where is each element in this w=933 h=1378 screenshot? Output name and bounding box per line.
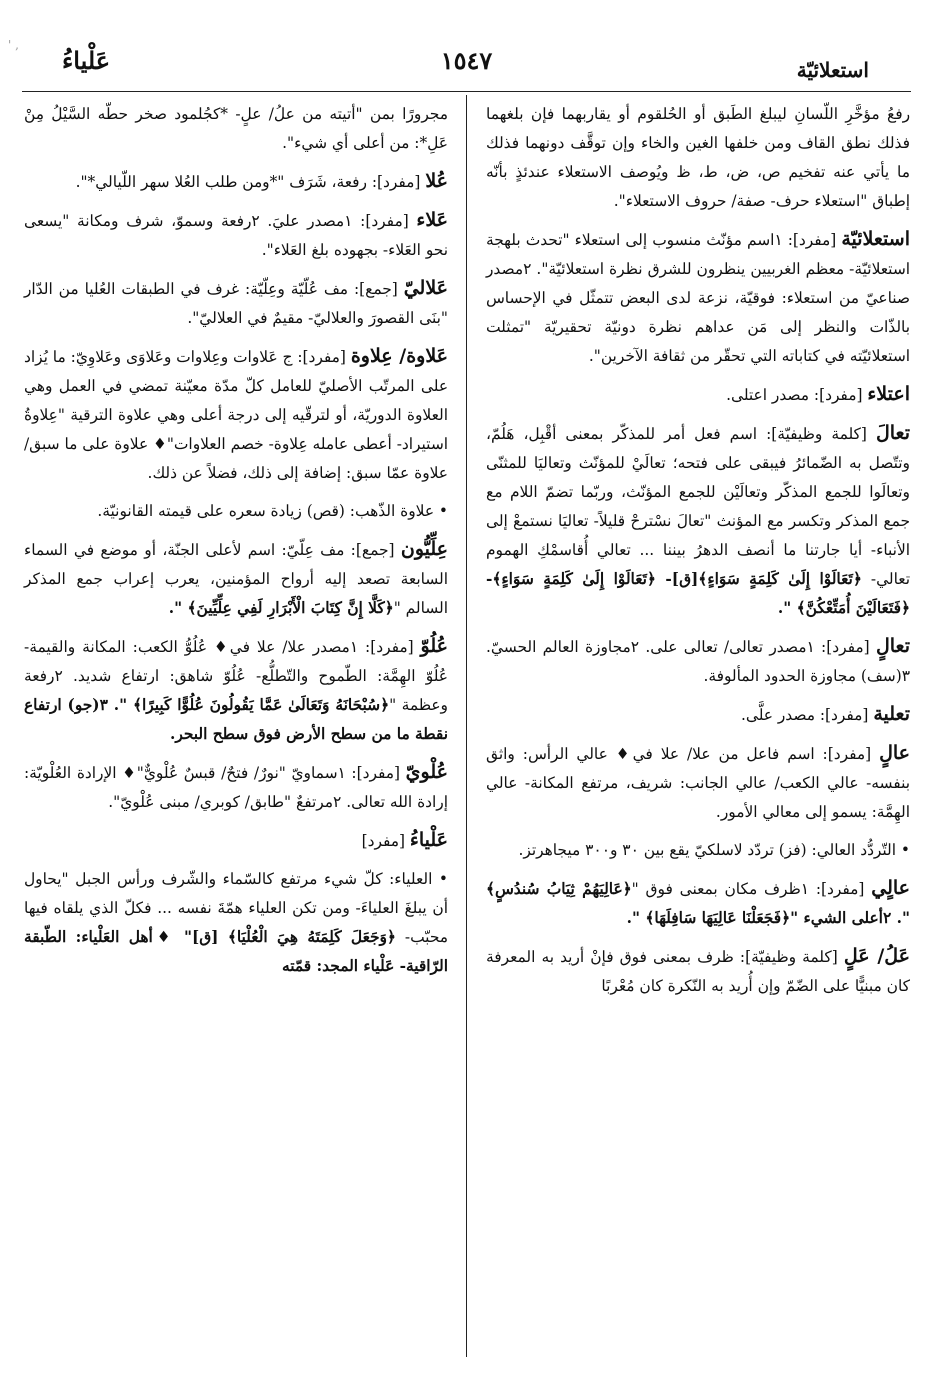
entry-headword: عَلاوة/ عِلاوة — [350, 345, 448, 367]
entry-definition: [مفرد]: ١سماويّ "نورٌ/ فتحٌ/ قبسٌ عُلْويٌّ"♦ الإرادة العُلْويّة: إرادة الله تعالى. ٢مرتفعٌ "طابق/ كوبري/ مبنى عُلْويّ". — [24, 764, 448, 811]
dictionary-entry — [24, 342, 448, 488]
entry-definition: • العلياء: كلّ شيء مرتفع كالسّماء والشّرف ورأس الجبل "يحاول أن يبلغَ العلياءَ- ومن تكن العلياء همّةَ نفسه ... فكلّ الذي يلقاه فيها محبّب- — [24, 870, 448, 946]
entry-headword: عَلْياءُ — [409, 829, 448, 851]
dictionary-entry — [24, 497, 448, 526]
dictionary-entry — [486, 836, 910, 865]
entry-definition: مجرورًا بمن "أتيته من علُ/ علٍ- *كجُلمود صخر حطّه السَّيْلُ مِنْ عَلِ*: من أعلى أي شيء". — [24, 105, 448, 152]
page-number: ١٥٤٧ — [440, 46, 493, 75]
entry-headword: عَلاليّ — [403, 277, 448, 299]
dictionary-entry — [24, 535, 448, 623]
entry-definition: • علاوة الذّهب: (قص) زيادة سعره على قيمته القانونيّة. — [97, 502, 448, 520]
entry-definition: [مفرد]: ١مصدر تعالى/ تعالى على. ٢مجاوزة العالم الحسيّ. ٣(سف) مجاوزة الحدود المألوفة. — [486, 638, 910, 685]
entry-definition: [مفرد]: ١ظرف مكان بمعنى فوق " — [631, 880, 872, 898]
entry-definition: [جمع]: مف عِلّيّ: اسم لأعلى الجنّة، أو موضع في السماء السابعة تصعد إليه أرواح المؤمنين، يعرب إعراب جمع المذكر السالم " — [24, 541, 448, 617]
entry-headword: عالٍي — [871, 877, 910, 899]
entry-definition: • التّردُّد العالي: (فز) تردّد لاسلكيّ يقع بين ٣٠ و٣٠٠ ميجاهرتز. — [518, 841, 910, 859]
quran-quote: ﴿سُبْحَانَهُ وَتَعَالَىٰ عَمَّا يَقُولُونَ عُلُوًّا كَبِيرًا﴾ ". ٣(جو) ارتفاع نقطة ما من سطح الأرض فوق سطح البحر. — [24, 696, 448, 743]
entry-definition: [مفرد]: ١اسم مؤنّث منسوب إلى استعلاء "تحدث بلهجة استعلائيّة- معظم الغربيين ينظرون للشرق نظرة استعلائيّة". ٢مصدر صناعيّ من استعلاء: فوقيّة، نزعة لدى البعض تتمثّل في الإحساس بالذّات والنظر إلى مَن عداهم نظرة دونيّة تحقيريّة "تمثلت استعلائيّته في كتاباته التي تحقّر من ثقافة الآخرين". — [486, 231, 910, 365]
dictionary-entry — [24, 758, 448, 817]
entry-headword: عالٍ — [879, 742, 910, 764]
entry-headword: عُلا — [425, 170, 448, 192]
dictionary-entry — [486, 419, 910, 623]
dictionary-entry — [24, 632, 448, 749]
entry-definition: رفعُ مؤخَّرِ اللّسانِ ليبلغ الطَبق أو الحُلقوم أو يقاربهما فإن بلغهما فذلك نطق القاف ومن خلفها الغين والخاء وإن توقَّف دونهما فذلك ما يأتي عنه تفخيم ص، ض، ط، ظ ويُوصف الاستعلاء عندئذٍ بأنّه إطباق "استعلاء حرف- صفة/ حروف الاستعلاء". — [486, 105, 910, 210]
entry-headword: تعالٍ — [875, 635, 910, 657]
column-divider — [466, 95, 467, 1357]
page-header — [40, 40, 893, 90]
dictionary-entry — [486, 100, 910, 216]
dictionary-entry — [24, 100, 448, 158]
entry-headword: عَلاء — [416, 209, 448, 231]
entry-definition: [مفرد]: رفعة، شَرَف "*ومن طلب العُلا سهر اللّيالي*". — [75, 173, 426, 191]
entry-definition: [مفرد]: ١مصدر علا/ علا في♦ عُلُوُّ الكعب: المكانة والقيمة- عُلُوّ الهِمَّة: الطّموح والتّطلُّع- عُلُوّ شاهق: ارتفاع شديد. ٢رفعة وعظمة " — [24, 638, 448, 714]
entry-headword: اعتلاء — [867, 383, 910, 405]
entry-definition: [كلمة وظيفيّة]: اسم فعل أمر للمذكّر بمعنى أقْبِل، هَلُمّ، وتتّصل به الضّمائرُ فيبقى على فتحه؛ تعالَيْ للمؤنّث وتعاليَا للمثنّى وتعالَوا للجمع المذكّر وتعالَيْن للجمع المؤنّث، وربّما تضمّ اللام مع جمع المذكر وتكسر مع المؤنث "تعالَ نسْترحْ قليلاً- تعاليَا نستمعْ إلى الأنباء- أيا جارتنا ما أنصف الدهرُ بيننا ... تعالي أُقاسمْكِ الهموم تعالي- — [486, 425, 910, 588]
entry-definition: [كلمة وظيفيّة]: ظرف بمعنى فوق فإنْ أريد به المعرفة كان مبنيًّا على الضّمّ وإن أُريد به النّكرة كان مُعْربًا — [486, 948, 910, 995]
entry-headword: عِلِّيُّون — [400, 538, 448, 560]
entry-headword: تعلية — [873, 703, 910, 725]
dictionary-entry — [24, 826, 448, 856]
entry-definition: [مفرد] — [361, 832, 410, 850]
quran-quote: ﴿كَلَّا إِنَّ كِتَابَ الْأَبْرَارِ لَفِي عِلِّيِّينَ﴾ ". — [168, 599, 394, 617]
dictionary-entry — [486, 942, 910, 1001]
header-guide-word-right: استعلائيّة — [796, 58, 869, 82]
dictionary-entry — [24, 865, 448, 981]
quran-quote: ﴿عَالِيَهُمْ ثِيَابُ سُندُسٍ﴾ ". ٢أعلى الشيء "﴿فَجَعَلْنَا عَالِيَهَا سَافِلَهَا﴾ ". — [486, 880, 910, 927]
dictionary-entry — [486, 380, 910, 410]
entry-definition: [مفرد]: مصدر اعتلى. — [726, 386, 868, 404]
quran-quote: ﴿وَجَعَلَ كَلِمَتَهُ هِيَ الْعُلْيَا﴾ [ق]" ♦أهل العَلْياء: الطّبقة الرّاقية- عَلْياء المجد: قمّته — [24, 928, 448, 975]
entry-headword: تعالَ — [875, 422, 910, 444]
margin-mark: ' , — [8, 38, 19, 52]
left-column — [24, 100, 448, 990]
dictionary-entry — [24, 274, 448, 333]
entry-definition: [مفرد]: ج عَلاوات وعِلاوات وعَلاوَى وعَلاوِيّ: ما يُزاد على المرتّب الأصليّ للعامل كلّ مدّة معيّنة تمضي في العمل وهي العلاوة الدوريّة، أو لترقّيه إلى درجة أعلى وهي علاوة الترقية "عِلاوةُ استيراد- أعطى عامله عِلاوة- خصم العلاوات"♦ علاوة على ما سبق/ علاوة عمّا سبق: إضافة إلى ذلك، فضلاً عن ذلك. — [24, 348, 448, 482]
quran-quote: ﴿تَعَالَوْا إِلَىٰ كَلِمَةٍ سَوَاءٍ﴾[ق]- ﴿تَعَالَوْا إِلَىٰ كَلِمَةٍ سَوَاءٍ﴾- ﴿فَتَعَالَيْنَ أُمَتِّعْكُنَّ﴾ ". — [486, 570, 910, 617]
entry-definition: [جمع]: مف عُلّيّة وعِلّيّة: غرف في الطبقات العُليا من الدّار "بنَى القصورَ والعلاليّ- مقيمٌ في العلاليّ". — [24, 280, 448, 327]
entry-headword: عَلُ/ عَلٍ — [843, 945, 911, 967]
header-guide-word-left: عَلْياءُ — [62, 46, 111, 75]
entry-headword: استعلائيّة — [841, 228, 910, 250]
entry-headword: عُلْويّ — [405, 761, 448, 783]
entry-definition: [مفرد]: اسم فاعل من علا/ علا في♦ عالي الرأس: واثق بنفسه- عالي الكعب/ عالي الجانب: شريف، مرتفع المكانة- عالي الهِمَّة: يسمو إلى معالي الأمور. — [486, 745, 910, 821]
dictionary-entry — [24, 167, 448, 197]
entry-headword: عُلُوّ — [420, 635, 448, 657]
dictionary-entry — [486, 739, 910, 827]
header-rule — [22, 91, 911, 92]
right-column — [486, 100, 910, 1010]
entry-definition: [مفرد]: ١مصدر عليَ. ٢رفعة وسموّ، شرف ومكانة "يسعى نحو العَلاء- بجهوده بلغ العَلاء". — [24, 212, 448, 259]
dictionary-entry — [486, 700, 910, 730]
entry-definition: [مفرد]: مصدر علَّى. — [740, 706, 874, 724]
dictionary-entry — [24, 206, 448, 265]
dictionary-entry — [486, 874, 910, 933]
dictionary-entry — [486, 225, 910, 371]
dictionary-entry — [486, 632, 910, 691]
